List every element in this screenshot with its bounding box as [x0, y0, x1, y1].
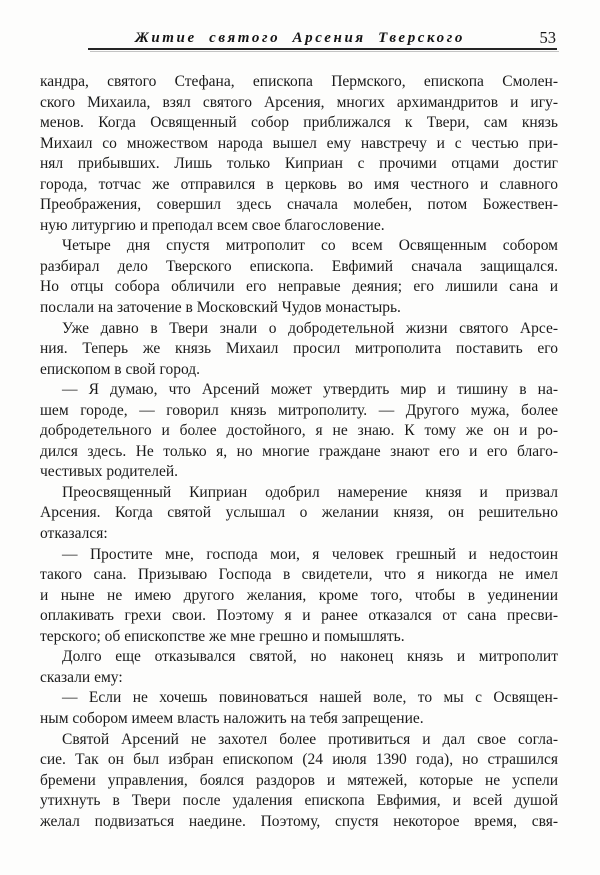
text-line: ную литургию и преподал всем свое благословение. — [40, 216, 385, 234]
text-line: кандра, святого Стефана, епископа Пермского, епископа Смолен- — [40, 73, 558, 90]
text-line: разбирал дело Тверского епископа. Евфимий сначала защищался. — [40, 257, 558, 275]
paragraph — [40, 319, 558, 381]
running-head-title: Житие святого Арсения Тверского — [134, 30, 466, 46]
paragraph — [40, 730, 558, 833]
text-line: — Если не хочешь повиноваться нашей воле, то мы с Освящен- — [62, 689, 558, 707]
paragraph — [40, 72, 558, 236]
text-line: Преосвященный Киприан одобрил намерение князя и призвал — [62, 483, 558, 501]
text-line: оплакивать грехи свои. Поэтому я и ранее отказался от сана пресви- — [40, 607, 558, 625]
header-rule — [88, 48, 557, 50]
text-line: сие. Так он был избран епископом (24 июля 1390 года), но страшился — [40, 751, 558, 769]
text-line: — Простите мне, господа мои, я человек грешный и недостоин — [62, 545, 558, 563]
text-line: — Я думаю, что Арсений может утвердить мир и тишину в на- — [62, 381, 558, 399]
page-body — [40, 72, 558, 832]
page-number: 53 — [539, 28, 556, 47]
text-line: епископом в свой город. — [40, 360, 201, 378]
text-line: Святой Арсений не захотел более противиться и дал свое согла- — [62, 730, 558, 748]
text-line: Долго еще отказывался святой, но наконец князь и митрополит — [62, 648, 558, 666]
text-line: ния. Теперь же князь Михаил просил митрополита поставить его — [40, 340, 558, 358]
paragraph — [40, 380, 558, 483]
text-line: терского; об епископстве же мне грешно и помышлять. — [40, 627, 405, 645]
text-line: города, тотчас же отправился в церковь во имя честного и славного — [40, 175, 558, 193]
text-line: Преображения, совершил здесь сначала молебен, потом Божествен- — [40, 196, 558, 214]
paragraph — [40, 545, 558, 648]
text-line: послали на заточение в Московский Чудов монастырь. — [40, 299, 401, 317]
text-line: ным собором имеем власть наложить на тебя запрещение. — [40, 709, 424, 727]
text-line: Михаил со множеством народа вышел ему навстречу и с честью при- — [40, 134, 558, 152]
text-line: утихнуть в Твери после удаления епископа Евфимия, и всей душой — [40, 792, 558, 810]
text-line: честивых родителей. — [40, 463, 179, 481]
text-line: Четыре дня спустя митрополит со всем Освященным собором — [62, 237, 558, 255]
paragraph — [40, 647, 558, 688]
paragraph — [40, 236, 558, 318]
text-line: и ныне не имею другого желания, кроме того, чтобы в уединении — [40, 586, 558, 604]
text-line: нял прибывших. Лишь только Киприан с прочими отцами достиг — [40, 155, 558, 173]
text-line: менов. Когда Освященный собор приближался к Твери, сам князь — [40, 114, 558, 132]
paragraph — [40, 483, 558, 545]
text-line: бремени управления, боялся раздоров и мятежей, которые не успели — [40, 771, 558, 789]
text-line: добродетельного и более достойного, я не знаю. К тому же он и ро- — [40, 422, 558, 440]
paragraph — [40, 688, 558, 729]
text-line: такого сана. Призываю Господа в свидетели, что я никогда не имел — [40, 566, 558, 584]
text-line: Но отцы собора обличили его неправые деяния; его лишили сана и — [40, 278, 558, 296]
text-line: желал подвизаться наедине. Поэтому, спустя некоторое время, свя- — [40, 812, 558, 830]
text-line: дился здесь. Не только я, но многие граждане знают его и его благо- — [40, 442, 558, 460]
text-line: шем городе, — говорил князь митрополиту. — Другого мужа, более — [40, 401, 558, 419]
text-line: Арсения. Когда святой услышал о желании князя, он решительно — [40, 504, 558, 522]
text-line: отказался: — [40, 525, 108, 543]
text-line: Уже давно в Твери знали о добродетельной жизни святого Арсе- — [62, 319, 558, 337]
text-line: ского Михаила, взял святого Арсения, многих архимандритов и игу- — [40, 93, 558, 111]
text-line: сказали ему: — [40, 668, 123, 686]
